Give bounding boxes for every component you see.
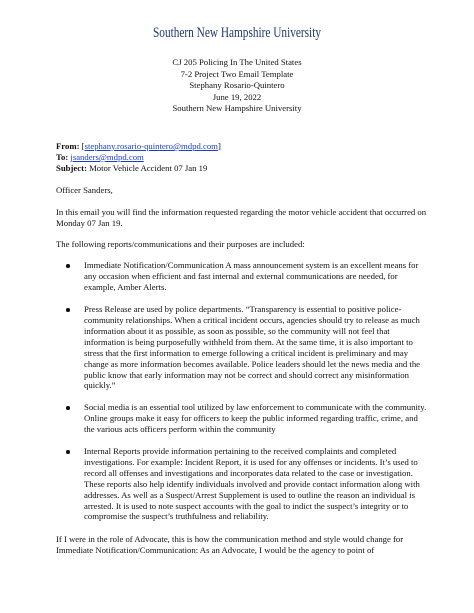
subject-label: Subject: xyxy=(56,162,87,173)
to-line xyxy=(56,152,428,163)
list-item-text: Immediate Notification/Communication A mass announcement system is an excellent means for any occasion when efficient and fast internal and external communications are needed, for example, Amber Alerts. xyxy=(84,260,419,293)
subject-line xyxy=(56,163,428,174)
course-title: CJ 205 Policing In The United States xyxy=(172,57,302,67)
university-logo xyxy=(152,20,322,44)
subject-value: Motor Vehicle Accident 07 Jan 19 xyxy=(86,162,208,173)
list-item xyxy=(56,446,428,522)
document-date: June 19, 2022 xyxy=(212,91,262,102)
from-bracket-close: ] xyxy=(217,141,221,151)
list-item xyxy=(56,260,428,293)
list-item xyxy=(56,402,428,435)
author-name: Stephany Rosario-Quintero xyxy=(189,80,285,91)
bullet-icon xyxy=(66,406,70,410)
bullet-icon xyxy=(66,308,70,312)
report-types-list xyxy=(56,260,428,522)
svg-text:Southern New Hampshire Univers: Southern New Hampshire University xyxy=(153,25,322,41)
closing-paragraph: If I were in the role of Advocate, this is how the communication method and style would change for Immediate Notification/Communication: As an Advocate, I would be the agency to point of xyxy=(56,534,404,556)
from-bracket-open: [ xyxy=(79,141,85,151)
list-item xyxy=(56,304,428,391)
from-label: From: xyxy=(56,141,80,151)
assignment-title: 7-2 Project Two Email Template xyxy=(180,68,294,79)
greeting: Officer Sanders, xyxy=(56,184,113,195)
list-intro-paragraph: The following reports/communications and their purposes are included: xyxy=(56,239,305,250)
document-title-block xyxy=(0,57,474,115)
list-item-text: Internal Reports provide information pertaining to the received complaints and completed investigations. For example: Incident Report, it is used for any offenses or incidents. It’s used to record all offenses and investigations and incorporates data related to the case or investigation. These reports also help identify individuals involved and provide contact information along with addresses. As well as a Suspect/Arrest Supplement is used to outline the reason an individual is arrested. It is used to note suspect accounts with the goal to indict the suspect’s integrity or to compromise the suspect’s truthfulness and reliability. xyxy=(84,446,420,522)
from-line xyxy=(56,141,428,152)
list-item-text: Social media is an essential tool utilized by law enforcement to communicate with the community. Online groups make it easy for officers to keep the public informed regarding traffic, crime, and the various acts officers perform within the community xyxy=(84,402,427,435)
bullet-icon xyxy=(66,450,70,454)
university-logo-wordmark xyxy=(152,20,322,44)
email-body xyxy=(56,141,428,556)
to-email-link[interactable]: jsanders@mdpd.com xyxy=(70,151,144,162)
bullet-icon xyxy=(66,264,70,268)
from-email-link[interactable]: stephany.rosario-quintero@mdpd.com xyxy=(84,141,218,151)
to-label: To: xyxy=(56,151,69,162)
list-item-text: Press Release are used by police departments. “Transparency is essential to positive police-community relationships. When a critical incident occurs, agencies should try to release as much information about it as possible, as soon as possible, so the community will not feel that information is being purposefully withheld from them. At the same time, it is also important to stress that the first information to emerge following a critical incident is preliminary and may change as more information becomes available. Police leaders should let the news media and the public know that early information may not be correct and should correct any misinformation quickly.” xyxy=(84,304,421,391)
intro-paragraph: In this email you will find the information requested regarding the motor vehicle accident that occurred on Monday 07 Jan 19. xyxy=(56,206,427,228)
institution-name: Southern New Hampshire University xyxy=(172,103,302,114)
